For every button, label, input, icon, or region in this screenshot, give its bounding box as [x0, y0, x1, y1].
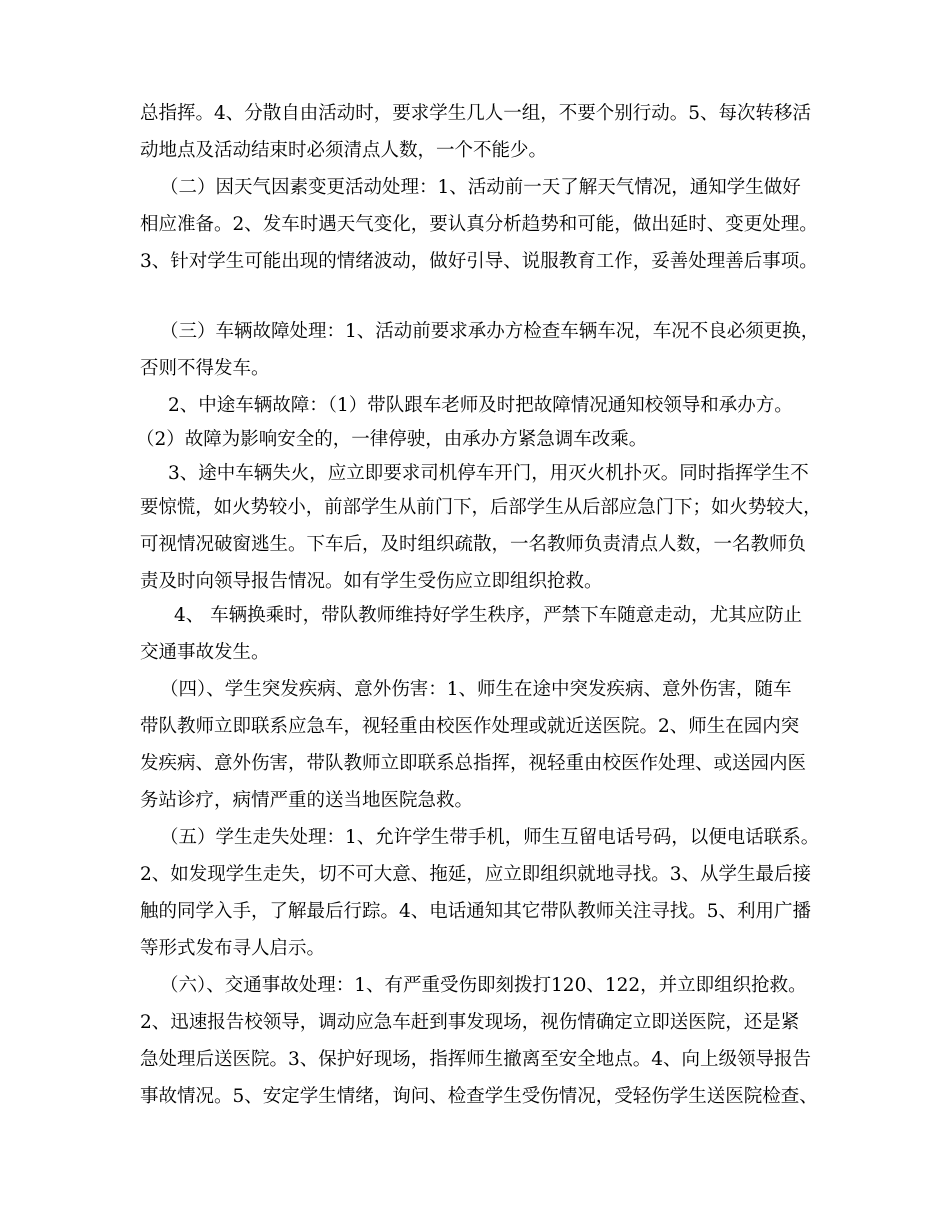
text-line: 4、 车辆换乘时，带队教师维持好学生秩序，严禁下车随意走动，尤其应防止: [174, 605, 803, 626]
text-line: 否则不得发车。: [140, 358, 270, 379]
text-line: 动地点及活动结束时必须清点人数，一个不能少。: [140, 140, 548, 161]
text-line: （二）因天气因素变更活动处理：1、活动前一天了解天气情况，通知学生做好: [160, 177, 801, 198]
text-line: 等形式发布寻人启示。: [140, 938, 326, 959]
text-line: 3、途中车辆失火，应立即要求司机停车开门，用灭火机扑灭。同时指挥学生不: [168, 463, 809, 484]
text-line: 带队教师立即联系应急车，视轻重由校医作处理或就近送医院。2、师生在园内突: [140, 716, 800, 737]
text-line: 2、如发现学生走失，切不可大意、拖延，应立即组织就地寻找。3、从学生最后接: [140, 864, 812, 885]
text-line: 事故情况。5、安定学生情绪，询问、检查学生受伤情况，受轻伤学生送医院检查、: [140, 1086, 818, 1107]
text-line: 可视情况破窗逃生。下车后，及时组织疏散，一名教师负责清点人数，一名教师负: [140, 534, 807, 555]
text-line: 触的同学入手，了解最后行踪。4、电话通知其它带队教师关注寻找。5、利用广播: [140, 901, 812, 922]
text-line: 总指挥。4、分散自由活动时，要求学生几人一组，不要个别行动。5、每次转移活: [140, 103, 812, 124]
text-line: 责及时向领导报告情况。如有学生受伤应立即组织抢救。: [140, 571, 603, 592]
text-line: （五）学生走失处理：1、允许学生带手机，师生互留电话号码，以便电话联系。: [160, 827, 820, 848]
text-line: 2、中途车辆故障：（1）带队跟车老师及时把故障情况通知校领导和承办方。: [168, 395, 793, 416]
text-line: （六）、交通事故处理：1、有严重受伤即刻拨打120、122，并立即组织抢救。: [160, 975, 807, 996]
text-line: 2、迅速报告校领导，调动应急车赶到事发现场，视伤情确定立即送医院，还是紧: [140, 1012, 800, 1033]
text-line: 发疾病、意外伤害，带队教师立即联系总指挥，视轻重由校医作处理、或送园内医: [140, 753, 807, 774]
text-line: 3、针对学生可能出现的情绪波动，做好引导、说服教育工作，妥善处理善后事项。: [140, 251, 818, 272]
text-line: 交通事故发生。: [140, 642, 270, 663]
text-line: （三）车辆故障处理：1、活动前要求承办方检查车辆车况，车况不良必须更换，: [160, 321, 820, 342]
text-line: 急处理后送医院。3、保护好现场，指挥师生撤离至安全地点。4、向上级领导报告: [140, 1049, 812, 1070]
text-line: 相应准备。2、发车时遇天气变化，要认真分析趋势和可能，做出延时、变更处理。: [140, 214, 818, 235]
text-line: （四）、学生突发疾病、意外伤害：1、师生在途中突发疾病、意外伤害，随车: [160, 679, 792, 700]
text-line: 务站诊疗，病情严重的送当地医院急救。: [140, 790, 474, 811]
text-line: 要惊慌，如火势较小，前部学生从前门下，后部学生从后部应急门下；如火势较大，: [140, 497, 822, 518]
text-line: （2）故障为影响安全的，一律停驶，由承办方紧急调车改乘。: [136, 429, 648, 450]
